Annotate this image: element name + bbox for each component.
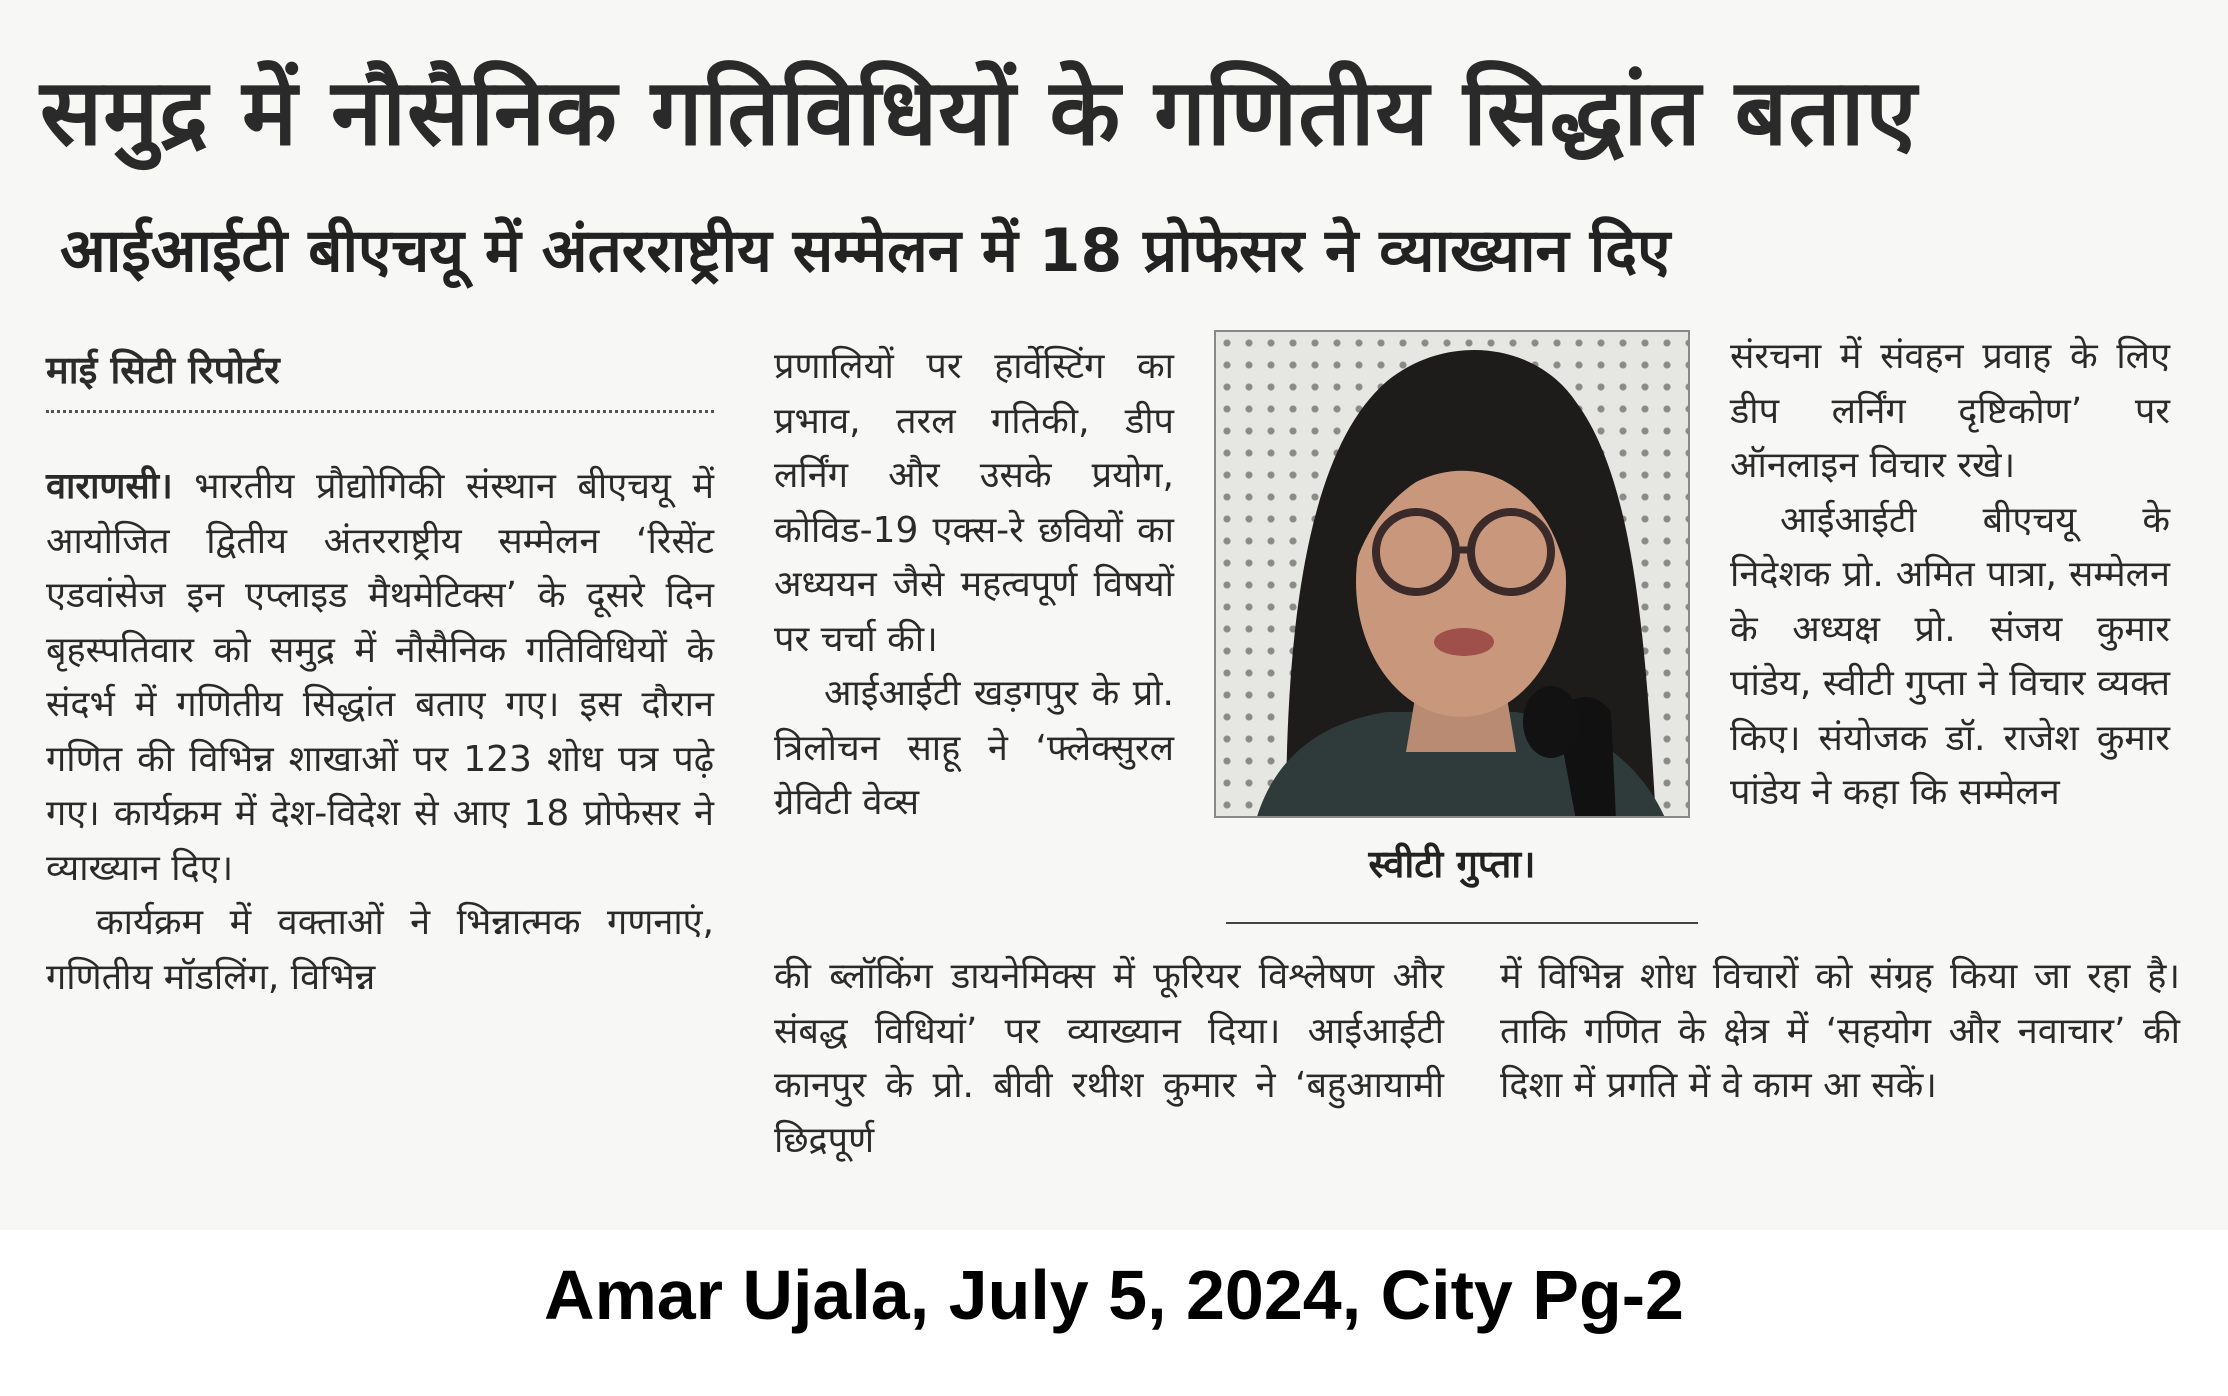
article-column-2-bottom [774, 950, 1444, 1168]
source-citation: Amar Ujala, July 5, 2024, City Pg-2 [544, 1256, 1684, 1334]
article-column-1 [46, 460, 714, 1005]
paragraph-5: संरचना में संवहन प्रवाह के लिए डीप लर्निंग दृष्टिकोण’ पर ऑनलाइन विचार रखे। [1730, 336, 2170, 486]
paragraph-4-continued: की ब्लॉकिंग डायनेमिक्स में फूरियर विश्लेषण और संबद्ध विधियां’ पर व्याख्यान दिया। आईआईटी कानपुर के प्रो. बीवी रथीश कुमार ने ‘बहुआयामी छिद्रपूर्ण [774, 956, 1444, 1161]
paragraph-6: आईआईटी बीएचयू के निदेशक प्रो. अमित पात्रा, सम्मेलन के अध्यक्ष प्रो. संजय कुमार पांडेय, स्वीटी गुप्ता ने विचार व्यक्त किए। संयोजक डॉ. राजेश कुमार पांडेय ने कहा कि सम्मेलन [1730, 499, 2170, 813]
speaker-photo [1214, 330, 1690, 818]
headline: समुद्र में नौसैनिक गतिविधियों के गणितीय सिद्धांत बताए [40, 59, 1918, 166]
byline: माई सिटी रिपोर्टर [46, 348, 280, 392]
paragraph-3: प्रणालियों पर हार्वेस्टिंग का प्रभाव, तरल गतिकी, डीप लर्निंग और उसके प्रयोग, कोविड-19 एक्स-रे छवियों का अध्ययन जैसे महत्वपूर्ण विषयों पर चर्चा की। [774, 346, 1174, 660]
paragraph-4-start: आईआईटी खड़गपुर के प्रो. त्रिलोचन साहू ने ‘फ्लेक्सुरल ग्रेविटी वेव्स [774, 673, 1174, 823]
photo-caption: स्वीटी गुप्ता। [1368, 842, 1536, 886]
dateline: वाराणसी। [46, 466, 173, 507]
paragraph-1 [46, 460, 714, 896]
paragraph-6-continued: में विभिन्न शोध विचारों को संग्रह किया जा रहा है। ताकि गणित के क्षेत्र में ‘सहयोग और नवाचार’ की दिशा में प्रगति में वे काम आ सकें। [1500, 956, 2180, 1106]
paragraph-2: कार्यक्रम में वक्ताओं ने भिन्नात्मक गणनाएं, गणितीय मॉडलिंग, विभिन्न [46, 902, 714, 998]
dotted-divider [46, 410, 714, 413]
paragraph-1-text: भारतीय प्रौद्योगिकी संस्थान बीएचयू में आयोजित द्वितीय अंतरराष्ट्रीय सम्मेलन ‘रिसेंट एडवांसेज इन एप्लाइड मैथमेटिक्स’ के दूसरे दिन बृहस्पतिवार को समुद्र में नौसैनिक गतिविधियों के संदर्भ में गणितीय सिद्धांत बताए गए। इस दौरान गणित की विभिन्न शाखाओं पर 123 शोध पत्र पढ़े गए। कार्यक्रम में देश-विदेश से आए 18 प्रोफेसर ने व्याख्यान दिए। [46, 466, 714, 889]
article-column-2-top [774, 340, 1174, 831]
article-column-3-bottom [1500, 950, 2180, 1114]
subheadline: आईआईटी बीएचयू में अंतरराष्ट्रीय सम्मेलन में 18 प्रोफेसर ने व्याख्यान दिए [60, 216, 1671, 286]
speaker-portrait-image [1216, 332, 1690, 818]
caption-divider [1226, 922, 1698, 924]
article-column-3-top [1730, 330, 2170, 821]
